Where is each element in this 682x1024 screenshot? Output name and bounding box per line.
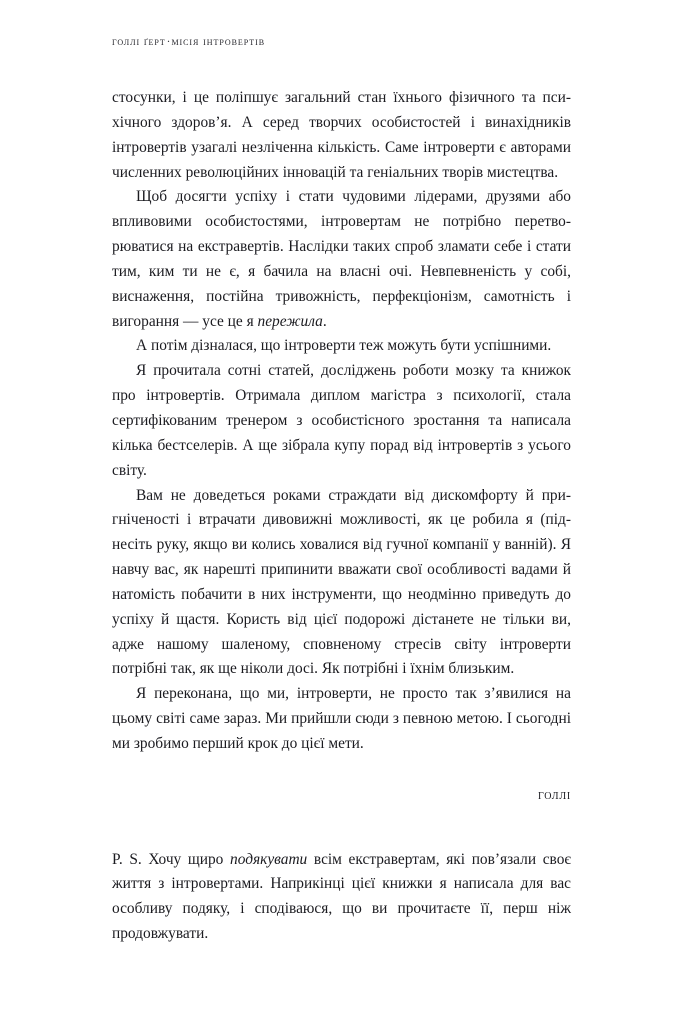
paragraph-4: Я прочитала сотні статей, досліджень роботи мозку та книжок про інтровертів. Отримала диплом магістра з психології, стала сертифікованим тренером з особистісного зростання та написала кілька бестселерів. А ще зібрала купу порад від інтровертів з усього світу.	[112, 362, 571, 479]
paragraph-6: Я переконана, що ми, інтроверти, не просто так з’явилися на цьому світі саме зараз. Ми прийшли сюди з певною метою. І сьогодні ми зробимо перший крок до цієї мети.	[112, 685, 571, 752]
paragraph-continued: стосунки, і це поліпшує загальний стан їхнього фізичного та психічного здоров’я. А серед творчих особистостей і винахідників інтровертів узагалі незліченна кількість. Саме інтроверти є авторами численних революційних інновацій та геніальних творів мистецтва.	[112, 89, 571, 181]
header-book-title: місія інтровертів	[171, 36, 266, 48]
paragraph-5: Вам не доведеться роками страждати від дискомфорту й пригніченості і втрачати дивовижні можливості, як це робила я (піднесіть руку, якщо ви колись ховалися від гучної компанії у ванній). Я навчу вас, як нарешті припинити вважати свої особливості вадами й натомість побачити в них інструменти, що неодмінно приведуть до успіху й щастя. Користь від цієї подорожі дістанете не тільки ви, адже нашому шаленому, сповненому стресів світу інтроверти потрібні так, як ще ніколи досі. Як потрібні і їхнім близьким.	[112, 486, 571, 678]
paragraph-3: А потім дізналася, що інтроверти теж можуть бути успішними.	[136, 337, 552, 355]
emphasis-perezhyla: пережила	[257, 312, 323, 330]
postscript-rest: всім екстравертам, які пов’язали своє життя з інтровертами. Наприкінці цієї книжки я написала для вас особливу подяку, і сподіваюся, що ви прочитаєте її, перш ніж продовжувати.	[112, 850, 571, 943]
postscript-prefix: P. S. Хочу щиро	[112, 850, 231, 868]
header-separator: ·	[166, 36, 171, 48]
paragraph-2	[112, 185, 571, 334]
signature-name: голлі	[537, 786, 571, 803]
postscript-block	[112, 808, 571, 947]
running-header	[112, 36, 570, 48]
paragraph-2-text: Щоб досягти успіху і стати чудовими лідерами, друзями або впливовими особистостями, інтровертам не потрібно перетворюватися на екстравертів. Наслідки таких спроб зламати себе і стати тим, ким ти не є, я бачила на власні очі. Невпевненість у собі, виснаження, постійна тривожність, перфекціонізм, самотність і вигорання — усе це я	[112, 188, 571, 330]
paragraph-2-tail: .	[322, 312, 327, 330]
header-author: голлі ґерт	[112, 36, 166, 48]
body-text-block	[112, 86, 571, 947]
emphasis-podyakuvaty: подякувати	[230, 850, 308, 868]
postscript-paragraph	[112, 848, 571, 947]
